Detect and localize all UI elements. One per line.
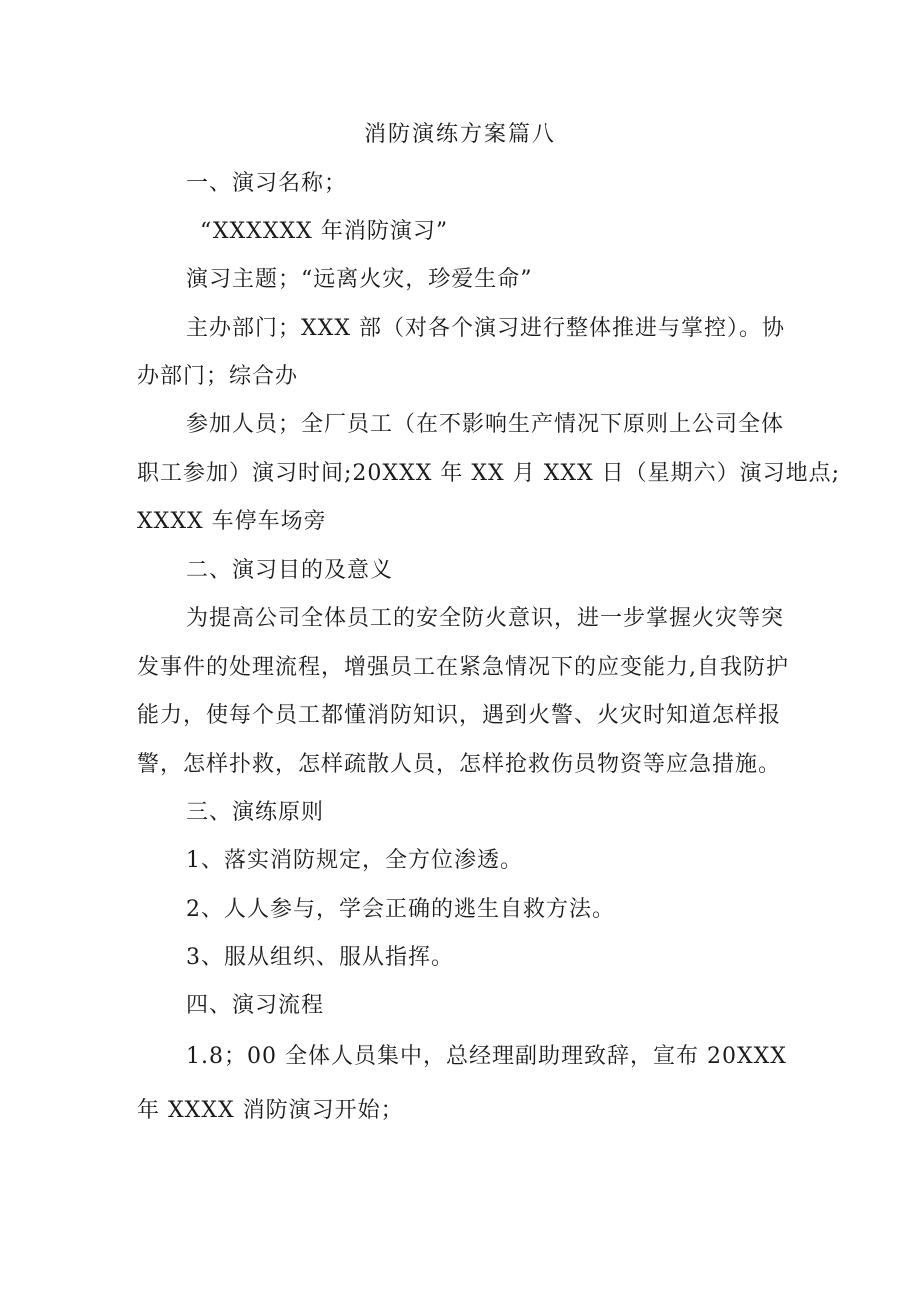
paragraph-line: 1.8；00 全体人员集中，总经理副助理致辞，宣布 20XXX	[186, 1044, 787, 1069]
section-heading: 四、演习流程	[186, 993, 325, 1018]
paragraph-line: 办部门；综合办	[137, 364, 299, 389]
paragraph-line: 警，怎样扑救，怎样疏散人员，怎样抢救伤员物资等应急措施。	[137, 752, 782, 777]
list-item: 3、服从组织、服从指挥。	[186, 945, 454, 970]
paragraph-line: 年 XXXX 消防演习开始；	[137, 1098, 404, 1123]
paragraph-line: 主办部门；XXX 部（对各个演习进行整体推进与掌控）。协	[186, 316, 785, 341]
section-heading: 二、演习目的及意义	[186, 558, 394, 583]
paragraph-line: 职工参加）演习时间;20XXX 年 XX 月 XXX 日（星期六）演习地点;	[137, 461, 841, 486]
paragraph-line: 演习主题；“远离火灾，珍爱生命”	[186, 267, 533, 292]
paragraph-line: 为提高公司全体员工的安全防火意识，进一步掌握火灾等突	[186, 606, 785, 631]
paragraph-line: “XXXXXX 年消防演习”	[200, 219, 449, 244]
paragraph-line: XXXX 车停车场旁	[137, 509, 327, 534]
section-heading: 一、演习名称；	[186, 171, 348, 196]
section-heading: 三、演练原则	[186, 800, 325, 825]
list-item: 2、人人参与，学会正确的逃生自救方法。	[186, 897, 615, 922]
page-title: 消防演练方案篇八	[363, 122, 556, 147]
paragraph-line: 能力，使每个员工都懂消防知识，遇到火警、火灾时知道怎样报	[137, 703, 782, 728]
paragraph-line: 发事件的处理流程，增强员工在紧急情况下的应变能力,自我防护	[137, 655, 789, 680]
paragraph-line: 参加人员；全厂员工（在不影响生产情况下原则上公司全体	[186, 412, 785, 437]
list-item: 1、落实消防规定，全方位渗透。	[186, 848, 523, 873]
